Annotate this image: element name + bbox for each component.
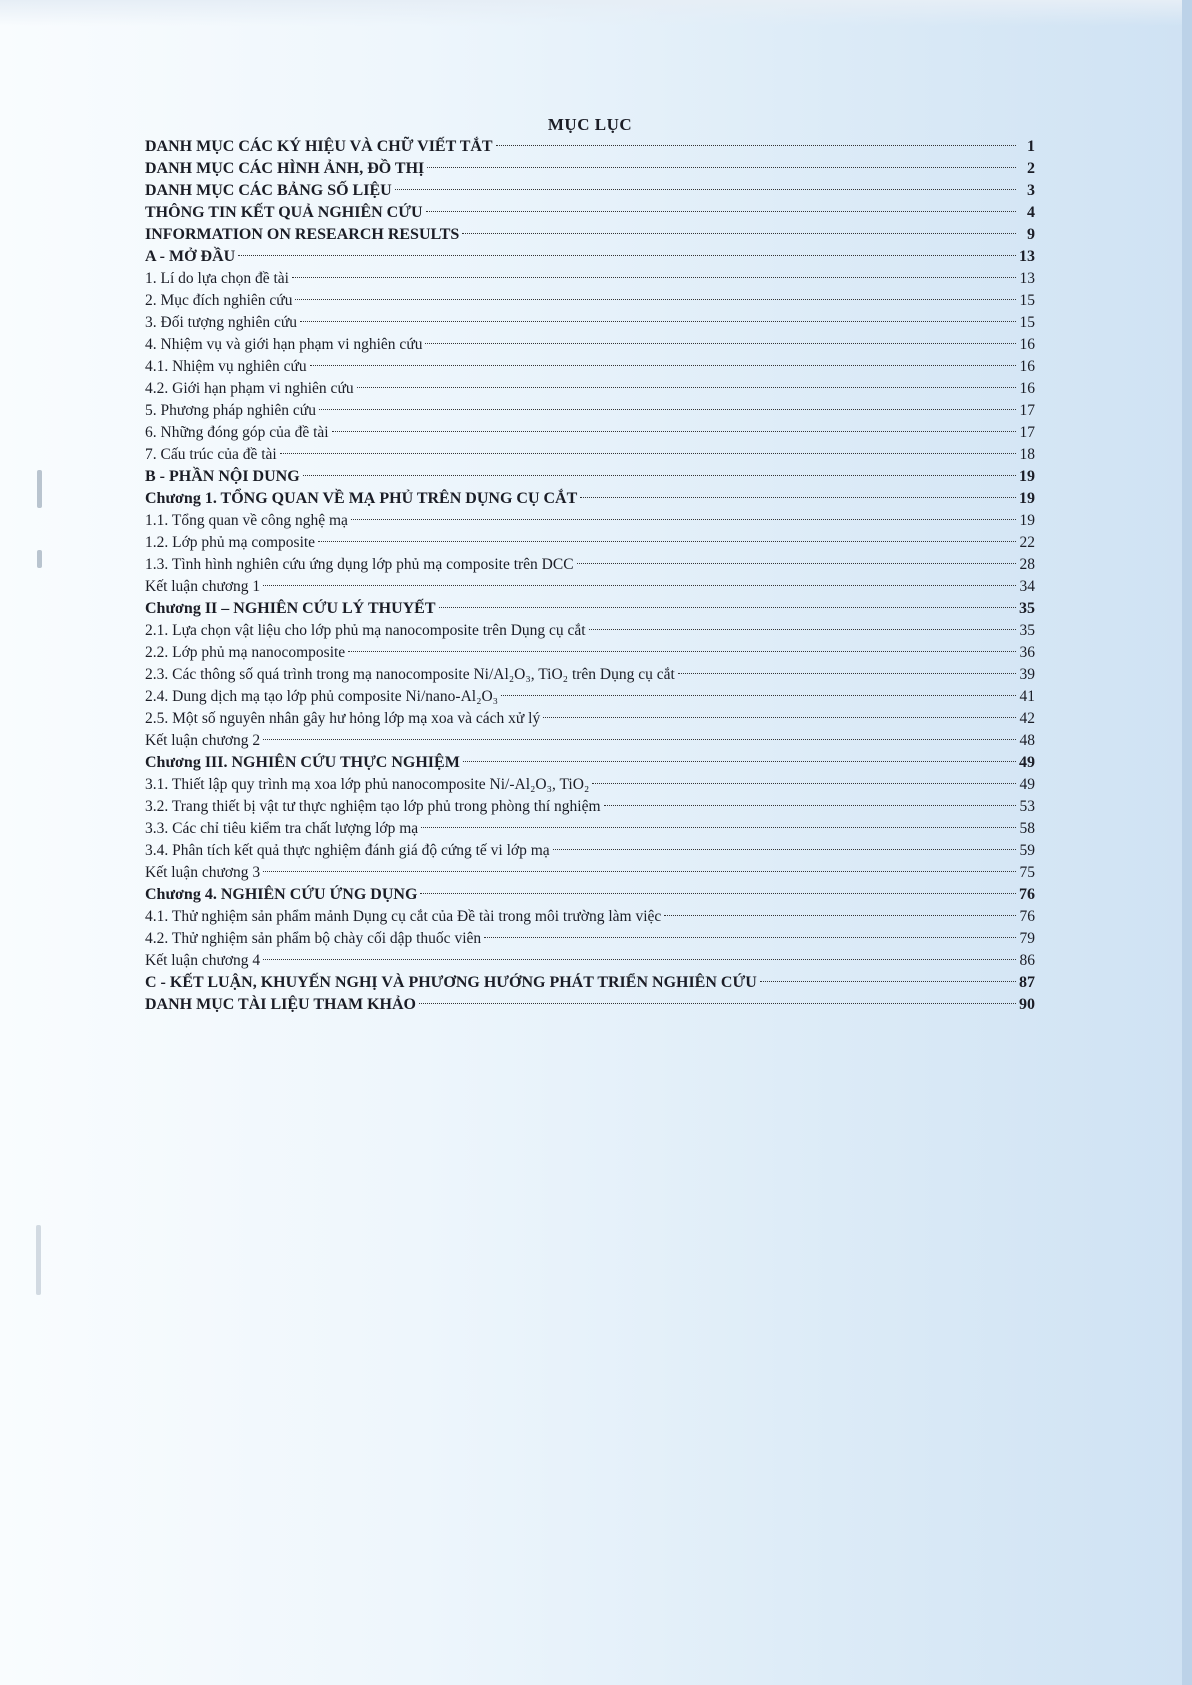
toc-entry-label: Chương II – NGHIÊN CỨU LÝ THUYẾT — [145, 600, 436, 617]
toc-entry — [145, 598, 1035, 620]
toc-dot-leader — [419, 1003, 1016, 1004]
binding-mark — [37, 470, 42, 508]
toc-entry — [145, 972, 1035, 994]
toc-entry — [145, 488, 1035, 510]
toc-entry-page: 35 — [1019, 622, 1035, 639]
toc-entry — [145, 224, 1035, 246]
toc-entry-page: 58 — [1019, 820, 1035, 837]
toc-entry — [145, 576, 1035, 598]
toc-entry-label: 3.2. Trang thiết bị vật tư thực nghiệm tạo lớp phủ trong phòng thí nghiệm — [145, 798, 601, 815]
toc-entry-list — [145, 136, 1035, 1016]
toc-dot-leader — [553, 849, 1016, 850]
toc-dot-leader — [318, 541, 1016, 542]
toc-entry-page: 13 — [1019, 248, 1035, 265]
toc-entry — [145, 246, 1035, 268]
toc-entry-label: B - PHẦN NỘI DUNG — [145, 468, 300, 485]
toc-entry — [145, 180, 1035, 202]
toc-dot-leader — [577, 563, 1016, 564]
toc-entry — [145, 950, 1035, 972]
toc-entry — [145, 686, 1035, 708]
toc-entry — [145, 994, 1035, 1016]
toc-entry — [145, 664, 1035, 686]
toc-entry-page: 15 — [1019, 292, 1035, 309]
toc-entry-page: 16 — [1019, 380, 1035, 397]
toc-dot-leader — [263, 959, 1016, 960]
toc-dot-leader — [332, 431, 1016, 432]
toc-entry — [145, 752, 1035, 774]
toc-entry-page: 9 — [1027, 226, 1035, 243]
toc-dot-leader — [462, 233, 1016, 234]
toc-entry-label: 4. Nhiệm vụ và giới hạn phạm vi nghiên cứu — [145, 336, 423, 353]
toc-entry — [145, 642, 1035, 664]
toc-dot-leader — [238, 255, 1016, 256]
toc-entry-page: 2 — [1027, 160, 1035, 177]
binding-mark — [36, 1225, 41, 1295]
toc-entry-page: 22 — [1019, 534, 1035, 551]
toc-dot-leader — [263, 739, 1016, 740]
toc-entry — [145, 356, 1035, 378]
toc-entry-page: 90 — [1019, 996, 1035, 1013]
toc-entry — [145, 906, 1035, 928]
toc-entry-page: 4 — [1027, 204, 1035, 221]
toc-entry — [145, 884, 1035, 906]
toc-entry-label: DANH MỤC CÁC HÌNH ẢNH, ĐỒ THỊ — [145, 160, 425, 177]
toc-entry-label: Chương 1. TỔNG QUAN VỀ MẠ PHỦ TRÊN DỤNG CỤ CẮT — [145, 490, 578, 507]
scan-top-shadow — [0, 0, 1192, 26]
toc-dot-leader — [678, 673, 1016, 674]
toc-entry-label: 2.5. Một số nguyên nhân gây hư hỏng lớp mạ xoa và cách xử lý — [145, 710, 541, 727]
toc-entry-page: 42 — [1019, 710, 1035, 727]
toc-entry-label: 1.2. Lớp phủ mạ composite — [145, 534, 316, 551]
toc-entry-page: 86 — [1019, 952, 1035, 969]
toc-entry-page: 53 — [1019, 798, 1035, 815]
binding-mark — [37, 550, 42, 568]
toc-entry — [145, 422, 1035, 444]
toc-entry — [145, 378, 1035, 400]
toc-entry-page: 76 — [1019, 886, 1035, 903]
toc-entry-page: 15 — [1019, 314, 1035, 331]
toc-dot-leader — [420, 893, 1016, 894]
toc-dot-leader — [580, 497, 1016, 498]
toc-dot-leader — [427, 167, 1016, 168]
table-of-contents — [145, 114, 1035, 1016]
toc-dot-leader — [589, 629, 1016, 630]
toc-entry-page: 13 — [1019, 270, 1035, 287]
toc-dot-leader — [463, 761, 1016, 762]
toc-entry-page: 35 — [1019, 600, 1035, 617]
toc-entry — [145, 158, 1035, 180]
toc-dot-leader — [310, 365, 1016, 366]
toc-entry-page: 18 — [1019, 446, 1035, 463]
toc-dot-leader — [319, 409, 1016, 410]
toc-dot-leader — [263, 871, 1016, 872]
toc-entry-label: Kết luận chương 3 — [145, 864, 261, 881]
toc-entry-label: 3.1. Thiết lập quy trình mạ xoa lớp phủ nanocomposite Ni/-Al₂O₃, TiO₂ — [145, 776, 590, 793]
toc-entry-page: 59 — [1019, 842, 1035, 859]
toc-entry — [145, 466, 1035, 488]
toc-dot-leader — [263, 585, 1016, 586]
toc-entry — [145, 554, 1035, 576]
toc-entry-label: 1.1. Tổng quan về công nghệ mạ — [145, 512, 348, 529]
toc-entry — [145, 444, 1035, 466]
toc-entry-page: 17 — [1019, 402, 1035, 419]
toc-entry-label: THÔNG TIN KẾT QUẢ NGHIÊN CỨU — [145, 204, 423, 221]
toc-entry — [145, 840, 1035, 862]
toc-entry-page: 34 — [1019, 578, 1035, 595]
toc-dot-leader — [439, 607, 1016, 608]
toc-dot-leader — [760, 981, 1016, 982]
toc-entry — [145, 268, 1035, 290]
toc-entry-page: 19 — [1019, 468, 1035, 485]
toc-entry — [145, 312, 1035, 334]
toc-entry-label: 1. Lí do lựa chọn đề tài — [145, 270, 289, 287]
toc-dot-leader — [664, 915, 1016, 916]
toc-entry-label: 2.2. Lớp phủ mạ nanocomposite — [145, 644, 346, 661]
toc-dot-leader — [501, 695, 1016, 696]
toc-dot-leader — [303, 475, 1016, 476]
toc-entry-label: C - KẾT LUẬN, KHUYẾN NGHỊ VÀ PHƯƠNG HƯỚNG PHÁT TRIỂN NGHIÊN CỨU — [145, 974, 757, 991]
toc-dot-leader — [426, 211, 1016, 212]
toc-entry-page: 49 — [1019, 776, 1035, 793]
toc-dot-leader — [421, 827, 1016, 828]
toc-entry-label: DANH MỤC CÁC BẢNG SỐ LIỆU — [145, 182, 392, 199]
toc-entry-page: 75 — [1019, 864, 1035, 881]
toc-entry-page: 3 — [1027, 182, 1035, 199]
toc-entry-label: 3.3. Các chỉ tiêu kiểm tra chất lượng lớp mạ — [145, 820, 419, 837]
toc-entry — [145, 202, 1035, 224]
toc-entry — [145, 290, 1035, 312]
toc-entry — [145, 818, 1035, 840]
toc-entry-label: Chương 4. NGHIÊN CỨU ỨNG DỤNG — [145, 886, 418, 903]
toc-dot-leader — [496, 145, 1016, 146]
toc-entry-page: 49 — [1019, 754, 1035, 771]
toc-entry-label: A - MỞ ĐẦU — [145, 248, 236, 265]
toc-dot-leader — [280, 453, 1016, 454]
toc-dot-leader — [395, 189, 1016, 190]
toc-entry-page: 16 — [1019, 358, 1035, 375]
toc-entry-page: 17 — [1019, 424, 1035, 441]
toc-entry-label: 1.3. Tình hình nghiên cứu ứng dụng lớp phủ mạ composite trên DCC — [145, 556, 574, 573]
toc-entry-label: Kết luận chương 2 — [145, 732, 261, 749]
toc-entry-label: 4.1. Nhiệm vụ nghiên cứu — [145, 358, 307, 375]
toc-entry-page: 16 — [1019, 336, 1035, 353]
toc-entry-label: 7. Cấu trúc của đề tài — [145, 446, 277, 463]
toc-entry-page: 79 — [1019, 930, 1035, 947]
toc-entry — [145, 532, 1035, 554]
toc-entry-label: 4.1. Thử nghiệm sản phẩm mảnh Dụng cụ cắt của Đề tài trong môi trường làm việc — [145, 908, 662, 925]
toc-dot-leader — [295, 299, 1016, 300]
toc-dot-leader — [425, 343, 1016, 344]
toc-entry-label: 3. Đối tượng nghiên cứu — [145, 314, 297, 331]
toc-entry-page: 36 — [1019, 644, 1035, 661]
toc-entry-page: 41 — [1019, 688, 1035, 705]
toc-dot-leader — [543, 717, 1016, 718]
toc-entry-page: 1 — [1027, 138, 1035, 155]
toc-entry-label: 2. Mục đích nghiên cứu — [145, 292, 293, 309]
toc-entry-label: 2.4. Dung dịch mạ tạo lớp phủ composite Ni/nano-Al₂O₃ — [145, 688, 499, 705]
toc-entry — [145, 136, 1035, 158]
toc-entry-label: 6. Những đóng góp của đề tài — [145, 424, 329, 441]
toc-entry-label: Kết luận chương 1 — [145, 578, 261, 595]
toc-entry — [145, 928, 1035, 950]
toc-dot-leader — [484, 937, 1016, 938]
toc-title: MỤC LỤC — [547, 115, 633, 134]
toc-entry — [145, 510, 1035, 532]
scan-right-edge — [1182, 0, 1192, 1685]
toc-dot-leader — [292, 277, 1016, 278]
toc-entry-page: 48 — [1019, 732, 1035, 749]
toc-entry-label: 4.2. Thử nghiệm sản phẩm bộ chày cối dập thuốc viên — [145, 930, 482, 947]
toc-entry-label: DANH MỤC TÀI LIỆU THAM KHẢO — [145, 996, 416, 1013]
toc-dot-leader — [604, 805, 1016, 806]
toc-entry — [145, 796, 1035, 818]
toc-entry — [145, 620, 1035, 642]
toc-entry-page: 19 — [1019, 490, 1035, 507]
toc-dot-leader — [348, 651, 1016, 652]
toc-entry-label: DANH MỤC CÁC KÝ HIỆU VÀ CHỮ VIẾT TẮT — [145, 138, 493, 155]
toc-dot-leader — [592, 783, 1016, 784]
toc-entry-label: INFORMATION ON RESEARCH RESULTS — [145, 226, 460, 243]
toc-dot-leader — [300, 321, 1016, 322]
toc-entry-label: Chương III. NGHIÊN CỨU THỰC NGHIỆM — [145, 754, 460, 771]
toc-dot-leader — [351, 519, 1016, 520]
toc-entry-page: 19 — [1019, 512, 1035, 529]
toc-entry-label: 2.1. Lựa chọn vật liệu cho lớp phủ mạ nanocomposite trên Dụng cụ cắt — [145, 622, 586, 639]
toc-entry — [145, 774, 1035, 796]
toc-entry-page: 87 — [1019, 974, 1035, 991]
toc-entry-page: 39 — [1019, 666, 1035, 683]
toc-entry — [145, 400, 1035, 422]
toc-dot-leader — [357, 387, 1016, 388]
toc-entry-label: 3.4. Phân tích kết quả thực nghiệm đánh giá độ cứng tế vi lớp mạ — [145, 842, 550, 859]
toc-entry — [145, 708, 1035, 730]
toc-entry-label: 2.3. Các thông số quá trình trong mạ nanocomposite Ni/Al₂O₃, TiO₂ trên Dụng cụ cắt — [145, 666, 675, 683]
toc-entry — [145, 730, 1035, 752]
toc-entry-label: 5. Phương pháp nghiên cứu — [145, 402, 316, 419]
toc-entry-label: Kết luận chương 4 — [145, 952, 261, 969]
toc-entry — [145, 862, 1035, 884]
toc-entry-label: 4.2. Giới hạn phạm vi nghiên cứu — [145, 380, 354, 397]
toc-entry — [145, 334, 1035, 356]
toc-entry-page: 76 — [1019, 908, 1035, 925]
toc-entry-page: 28 — [1019, 556, 1035, 573]
